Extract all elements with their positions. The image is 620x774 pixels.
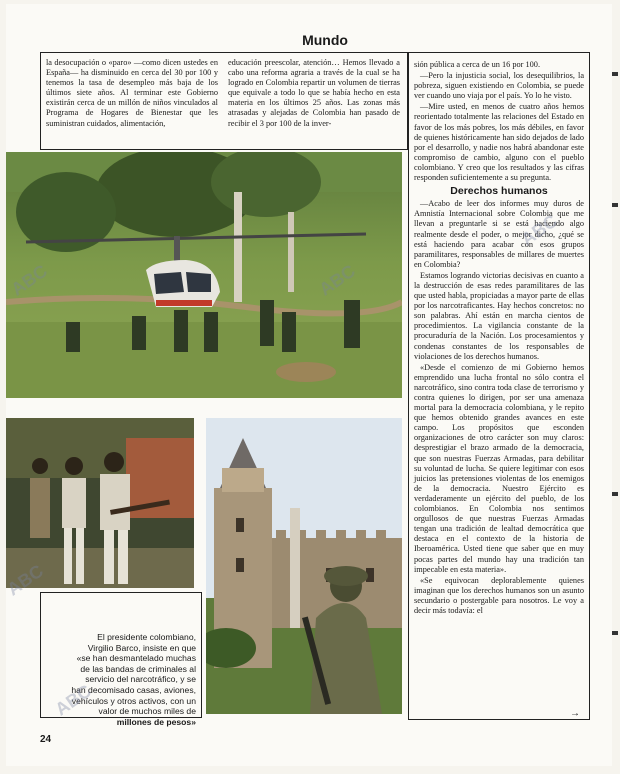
- caption-line: de las bandas de criminales al: [80, 663, 196, 674]
- column-2-text: educación preescolar, atención… Hemos llevado a cabo una reforma agraria a través de la cual se ha logrado en Colombia repartir un volumen de tierras que equivale a todo lo que se había hecho en esta materia en los últimos 25 años. Las zonas más atrasadas y alejadas de Colombia han pasado de recibir el 3 por 100 de la inver-: [228, 58, 400, 128]
- page-number: 24: [40, 734, 52, 745]
- paragraph: sión pública a cerca de un 16 por 100.: [414, 60, 541, 69]
- caption-line: El presidente colombiano,: [97, 632, 196, 642]
- watermark: ABC: [517, 210, 561, 250]
- paragraph: «Desde el comienzo de mi Gobierno hemos emprendido una lucha frontal no sólo contra el narcotráfico, sino contra toda clase de terrorismo y contra quienes lo dirigen, por ser una amenaza mortal para la democracia colombiana, y le repito que hemos obtenido grandes avances en este campo. Los propósitos que esconden organizaciones de otro carácter son muy claros: desprestigiar el brazo armado de la democracia, que son nuestras Fuerzas Armadas, para debilitar su voluntad de lucha. Se quiere legitimar con esos juicios las pretensiones violentas de los enemigos de la democracia. Nuestro Ejército es verdaderamente un ejército del pueblo, de los colombianos. En Colombia nos sentimos orgullosos de que nuestras Fuerzas Armadas tengan una tradición de lealtad democrática que destaca en el contexto de la historia de Iberoamérica. Usted tiene que saber que en muy pocas partes del mundo hay una tradición tan impecable en esta materia».: [414, 362, 584, 574]
- watermark: ABC: [51, 680, 95, 720]
- caption-line: han decomisado casas, aviones,: [71, 684, 196, 695]
- caption-line: «se han desmantelado muchas: [76, 653, 196, 664]
- margin-mark: [612, 72, 618, 76]
- paragraph: —Mire usted, en menos de cuatro años hemos reorientado totalmente las relaciones del Estado en favor de los más pobres, los más débiles, en favor de quienes históricamente han sido dejados de lado por el desarrollo, y nadie nos habrá abandonar este compromiso de cambio, alguno con el pueblo colombiano. Y creo que los resultados y las cifras responden suficientemente a su pregunta.: [414, 102, 584, 183]
- caption-line: vehículos y otros activos, con un: [71, 695, 196, 706]
- watermark: ABC: [3, 560, 47, 600]
- column-3-text: [414, 60, 584, 617]
- paragraph: —Acabo de leer dos informes muy duros de Amnistía Internacional sobre Colombia que me llevan a preguntarle si se está haciendo algo realmente desde el poder, o mejor dicho, ¿qué se está haciendo para acabar con esos grupos paramilitares, responsables de millares de muertes en Colombia?: [414, 199, 584, 269]
- section-title: Mundo: [302, 32, 348, 48]
- watermark: ABC: [7, 260, 51, 300]
- watermark: ABC: [315, 260, 359, 300]
- margin-mark: [612, 631, 618, 635]
- continue-arrow-icon: →: [570, 708, 580, 719]
- caption-line: valor de muchos miles de: [98, 706, 196, 717]
- margin-mark: [612, 492, 618, 496]
- margin-mark: [612, 203, 618, 207]
- paragraph: Estamos logrando victorias decisivas en cuanto a la destrucción de esas redes paramilitares de las que usted habla, propiciadas a mayor parte de ellas por los narcotraficantes. Hay hechos concretos: no son palabras. Ahí están en marcha cientos de procedimientos. La vigilancia constante de la procuraduría de la Nación. Los procesamientos y condenas constantes de los responsables de violaciones de los derechos humanos.: [414, 270, 584, 361]
- caption-line: servicio del narcotráfico, y se: [85, 674, 196, 685]
- subheading-derechos-humanos: Derechos humanos: [450, 185, 548, 198]
- paragraph: «Se equivocan deplorablemente quienes imaginan que los derechos humanos son un asunto secundario o postergable para nosotros. Le voy a decir más todavía: el: [414, 575, 584, 615]
- column-1-text: la desocupación o «paro» —como dicen ustedes en España— ha disminuido en cerca del 30 por 100 y tenemos la tasa de desempleo más baja de los últimos siete años. Al terminar este Gobierno existirán cerca de un millón de niños vinculados al Programa de Hogares de Bienestar que les suministran cuidados, alimentación,: [46, 58, 218, 128]
- photo-castle-soldier: [206, 418, 402, 714]
- caption-line: Virgilio Barco, insiste en que: [87, 642, 196, 653]
- caption-line: millones de pesos»: [116, 716, 196, 727]
- paragraph: —Pero la injusticia social, los desequilibrios, la pobreza, siguen existiendo en Colombia, se puede ver cuando uno viaja por el país. Yo lo he visto.: [414, 71, 584, 101]
